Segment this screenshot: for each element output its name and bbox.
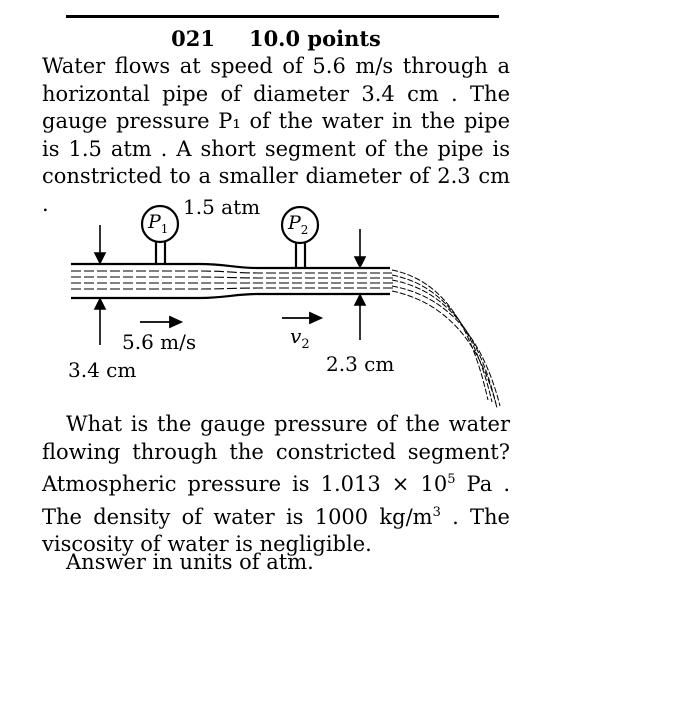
problem-points: 10.0 points: [248, 26, 381, 51]
diameter-1-label: 3.4 cm: [68, 358, 137, 382]
answer-instruction: Answer in units of atm.: [66, 550, 314, 574]
gauge-1-label: $P_1$: [148, 211, 169, 236]
diameter-2-label: 2.3 cm: [326, 352, 395, 376]
water-stream: [392, 270, 500, 408]
diameter-arrows: [95, 225, 365, 345]
gauge-1-pressure: 1.5 atm: [183, 195, 261, 219]
speed-1-label: 5.6 m/s: [122, 330, 197, 354]
flow-lines: [71, 271, 396, 289]
pipe-bottom-wall: [71, 294, 390, 298]
problem-number: 021: [171, 26, 215, 51]
gauge-2-label: $P_2$: [288, 212, 309, 237]
problem-question: What is the gauge pressure of the water flowing through the constricted segment? Atmospheric pressure is $1.013 \times 10^5$ Pa . The density of water is 1000 $kg/m^3$ . The viscosity of water is negligible.: [42, 412, 510, 556]
speed-2-label: $v_2$: [290, 324, 310, 352]
pipe-top-wall: [71, 264, 390, 268]
problem-intro: Water flows at speed of 5.6 m/s through a horizontal pipe of diameter 3.4 cm . The gauge pressure P₁ of the water in the pipe is 1.5 atm . A short segment of the pipe is constricted to a smaller diameter of 2.3 cm .: [42, 54, 510, 216]
